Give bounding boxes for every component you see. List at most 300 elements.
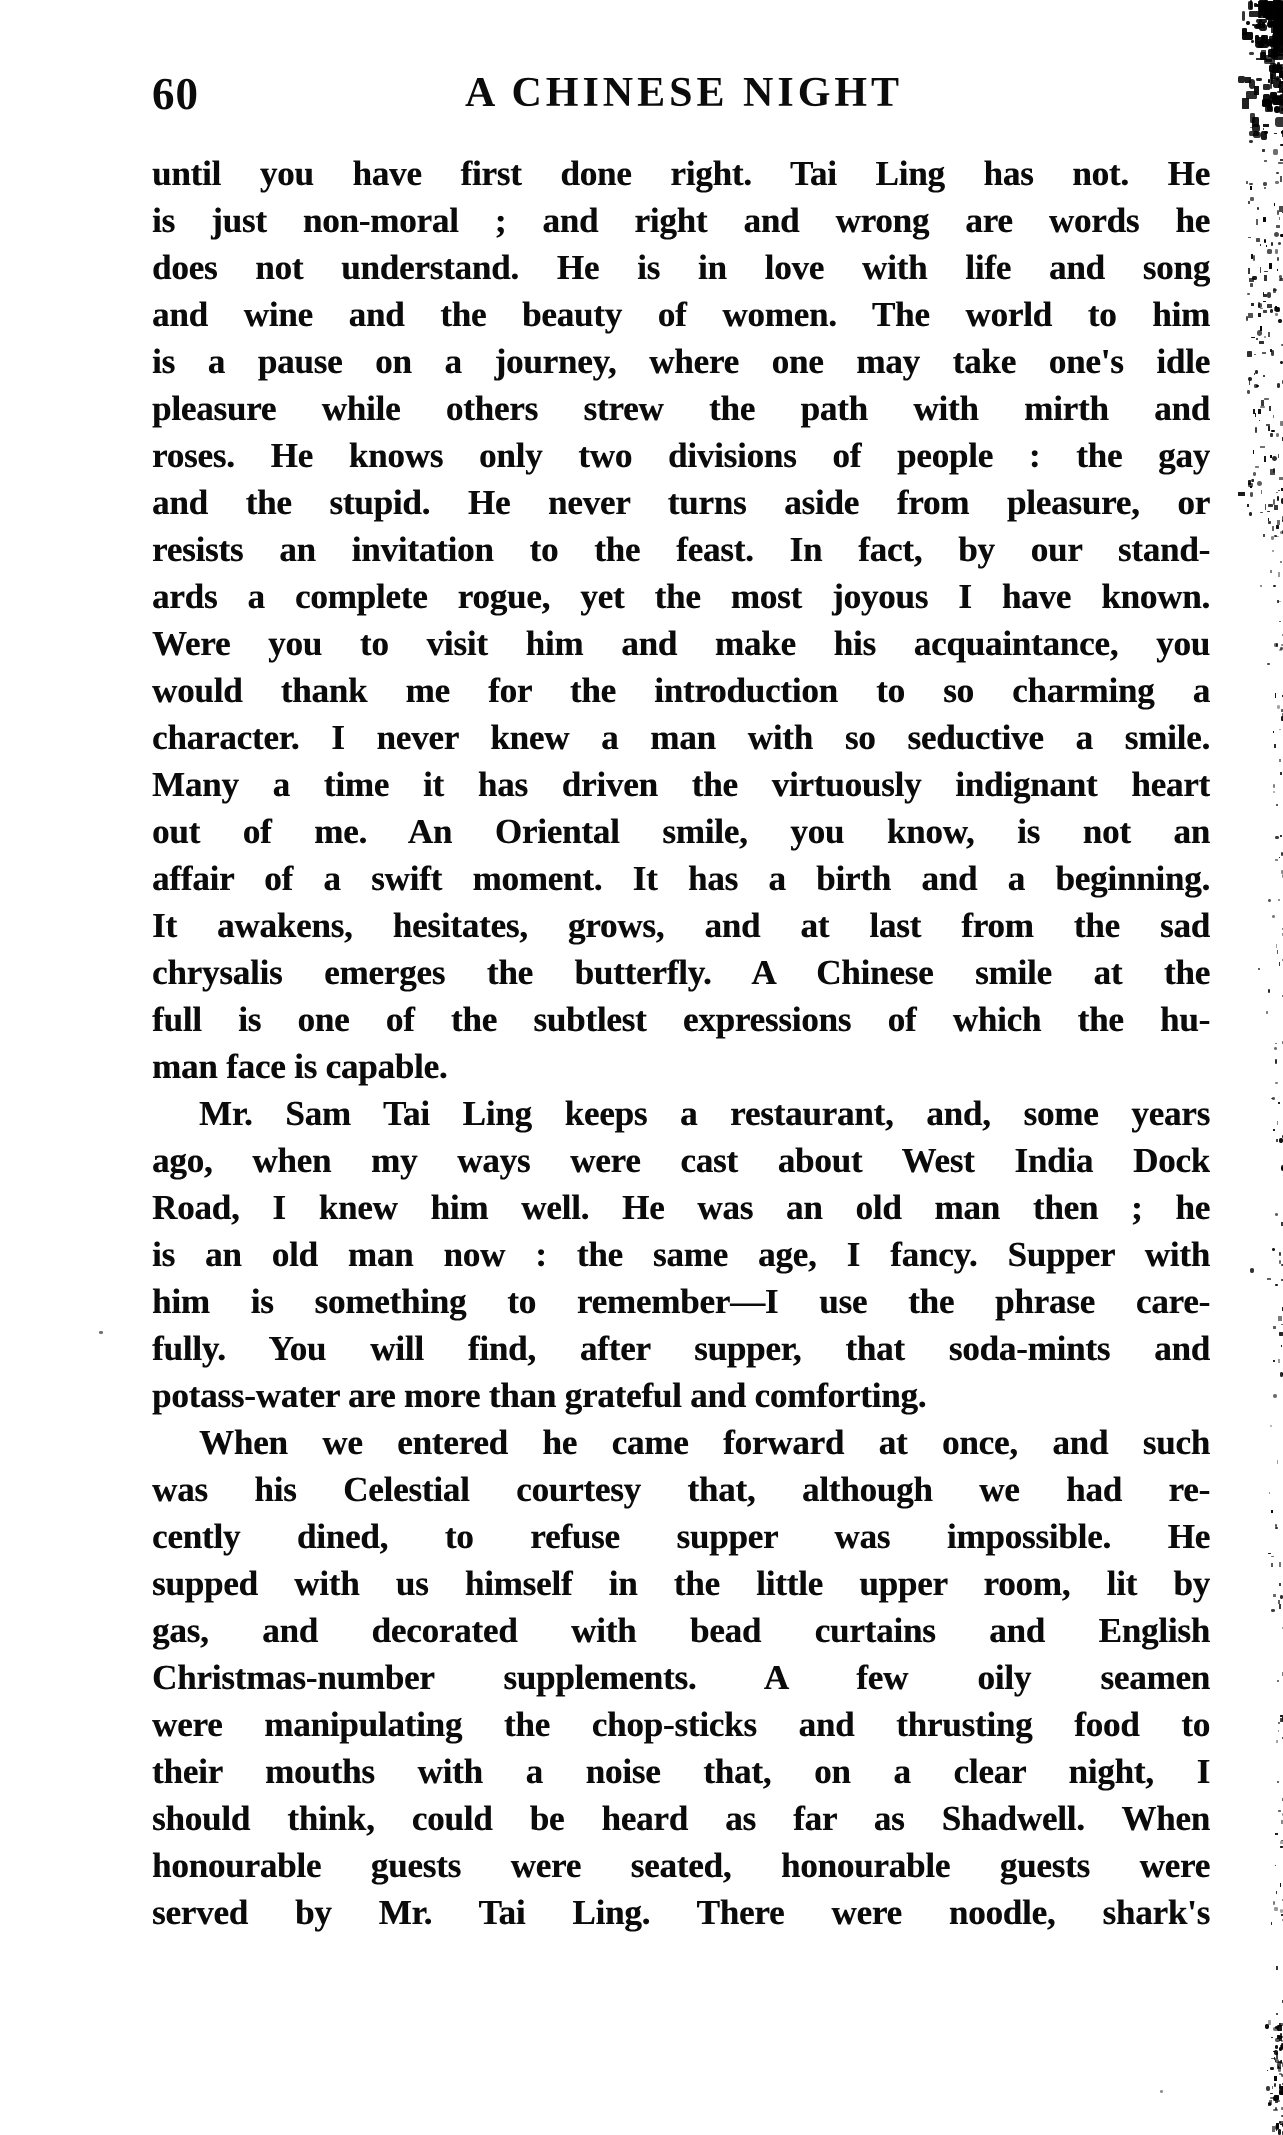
noise-speck: [1270, 469, 1275, 475]
page-number: 60: [152, 72, 199, 117]
noise-speck: [1275, 1524, 1277, 1527]
noise-speck: [1278, 2025, 1281, 2030]
noise-speck: [1278, 1359, 1279, 1363]
noise-speck: [1267, 1, 1277, 9]
noise-speck: [1266, 12, 1270, 20]
noise-speck: [1264, 131, 1268, 134]
noise-speck: [1249, 11, 1259, 17]
text-line: ards a complete rogue, yet the most joyous I have known.: [152, 573, 1210, 620]
noise-speck: [1273, 288, 1276, 293]
noise-speck: [1270, 349, 1272, 352]
noise-speck: [1251, 40, 1254, 43]
noise-speck: [1275, 536, 1278, 537]
text-line: until you have first done right. Tai Ling has not. He: [152, 150, 1210, 197]
text-line: chrysalis emerges the butterfly. A Chinese smile at the: [152, 949, 1210, 996]
noise-speck: [1277, 2064, 1281, 2069]
noise-speck: [1260, 585, 1262, 587]
noise-speck: [1269, 41, 1277, 47]
noise-speck: [1279, 2023, 1283, 2026]
noise-speck: [1279, 67, 1283, 70]
noise-speck: [1252, 124, 1260, 132]
text-line: their mouths with a noise that, on a clear night, I: [152, 1748, 1210, 1795]
noise-speck: [1160, 2090, 1163, 2093]
noise-speck: [1242, 28, 1246, 36]
noise-speck: [1267, 511, 1270, 512]
noise-speck: [1267, 663, 1270, 665]
noise-speck: [1271, 430, 1274, 432]
noise-speck: [1265, 504, 1266, 510]
noise-speck: [1275, 2059, 1279, 2063]
noise-speck: [1256, 338, 1258, 341]
noise-speck: [1273, 1129, 1275, 1131]
noise-speck: [1263, 124, 1269, 127]
text-line: Mr. Sam Tai Ling keeps a restaurant, and, some years: [152, 1090, 1210, 1137]
noise-speck: [1261, 6, 1265, 11]
noise-speck: [1245, 34, 1247, 37]
noise-speck: [1271, 52, 1279, 59]
noise-speck: [1270, 455, 1271, 458]
noise-speck: [1250, 113, 1255, 123]
noise-speck: [1249, 140, 1253, 142]
noise-speck: [1270, 1425, 1272, 1427]
noise-speck: [1274, 12, 1283, 17]
noise-speck: [1273, 0, 1278, 9]
noise-speck: [1255, 413, 1256, 417]
noise-speck: [1272, 33, 1281, 41]
text-line: affair of a swift moment. It has a birth and a beginning.: [152, 855, 1210, 902]
noise-speck: [1270, 433, 1273, 437]
noise-speck: [1251, 303, 1254, 306]
noise-speck: [1268, 521, 1271, 525]
noise-speck: [1250, 486, 1251, 489]
noise-speck: [1263, 375, 1265, 377]
noise-speck: [1279, 5, 1283, 16]
noise-speck: [1269, 1492, 1270, 1495]
noise-speck: [1248, 237, 1251, 238]
noise-speck: [1257, 481, 1261, 486]
noise-speck: [1273, 415, 1274, 417]
noise-speck: [1271, 1556, 1273, 1557]
noise-speck: [1267, 304, 1271, 308]
noise-speck: [1279, 217, 1280, 219]
noise-speck: [1264, 239, 1266, 242]
noise-speck: [1278, 11, 1281, 18]
noise-speck: [1265, 16, 1272, 20]
noise-speck: [1255, 466, 1259, 468]
noise-speck: [1274, 232, 1279, 237]
noise-speck: [1272, 4, 1278, 10]
noise-speck: [1273, 149, 1278, 155]
noise-speck: [1258, 303, 1262, 308]
noise-speck: [1278, 7, 1283, 13]
noise-speck: [1278, 1600, 1280, 1604]
noise-speck: [1277, 1680, 1279, 1682]
noise-speck: [1246, 91, 1257, 99]
noise-speck: [1280, 2124, 1282, 2125]
noise-speck: [1277, 257, 1279, 261]
noise-speck: [1273, 585, 1276, 587]
noise-speck: [1263, 182, 1267, 186]
noise-speck: [1267, 105, 1272, 111]
noise-speck: [1280, 1883, 1282, 1887]
noise-speck: [1275, 2097, 1278, 2103]
noise-speck: [1273, 784, 1276, 787]
noise-speck: [1275, 2107, 1277, 2111]
noise-speck: [1277, 600, 1278, 603]
noise-speck: [1258, 302, 1260, 308]
noise-speck: [1256, 4, 1263, 7]
noise-speck: [1253, 132, 1261, 138]
noise-speck: [1279, 36, 1283, 45]
noise-speck: [1275, 4, 1278, 8]
noise-speck: [1274, 535, 1277, 537]
noise-speck: [1263, 14, 1269, 18]
noise-speck: [1260, 244, 1262, 246]
noise-speck: [1265, 106, 1273, 112]
noise-speck: [1264, 275, 1266, 280]
noise-speck: [1270, 21, 1280, 26]
noise-speck: [1261, 131, 1267, 140]
noise-speck: [1272, 915, 1275, 918]
noise-speck: [1279, 11, 1283, 15]
noise-speck: [1262, 99, 1272, 108]
noise-speck: [1279, 104, 1283, 114]
noise-speck: [1259, 5, 1266, 12]
noise-speck: [1260, 52, 1266, 60]
noise-speck: [1266, 1011, 1268, 1015]
noise-speck: [1276, 0, 1280, 9]
noise-speck: [1273, 6, 1283, 11]
noise-speck: [1277, 10, 1281, 16]
noise-speck: [1261, 50, 1265, 58]
noise-speck: [1280, 361, 1283, 364]
noise-speck: [1269, 4, 1273, 9]
noise-speck: [1279, 8, 1283, 14]
noise-speck: [1278, 2, 1283, 6]
noise-speck: [1274, 2076, 1276, 2082]
noise-speck: [1278, 242, 1281, 245]
noise-speck: [1256, 219, 1258, 224]
noise-speck: [1279, 759, 1281, 762]
noise-speck: [1277, 496, 1280, 500]
noise-speck: [1265, 5, 1275, 15]
noise-speck: [1270, 2093, 1273, 2094]
noise-speck: [1271, 1922, 1273, 1925]
noise-speck: [1270, 309, 1273, 313]
noise-speck: [1279, 15, 1283, 23]
noise-speck: [1279, 621, 1281, 622]
noise-speck: [1259, 40, 1264, 45]
noise-speck: [1270, 2067, 1275, 2069]
text-line: When we entered he came forward at once, and such: [152, 1419, 1210, 1466]
noise-speck: [1278, 0, 1280, 6]
noise-speck: [1256, 78, 1262, 80]
noise-speck: [1271, 45, 1280, 53]
noise-speck: [1257, 207, 1259, 210]
text-line: Road, I knew him well. He was an old man then ; he: [152, 1184, 1210, 1231]
noise-speck: [1279, 1562, 1281, 1567]
noise-speck: [1275, 1213, 1278, 1216]
noise-speck: [1271, 1609, 1275, 1612]
text-line: would thank me for the introduction to so charming a: [152, 667, 1210, 714]
text-line: full is one of the subtlest expressions of which the hu-: [152, 996, 1210, 1043]
noise-speck: [1268, 1, 1278, 8]
noise-speck: [1279, 27, 1283, 38]
noise-speck: [1272, 96, 1283, 105]
noise-speck: [1274, 133, 1278, 135]
noise-speck: [1249, 512, 1252, 516]
noise-speck: [1266, 424, 1270, 426]
noise-speck: [1277, 705, 1279, 710]
noise-speck: [1269, 263, 1272, 269]
noise-speck: [1280, 2060, 1282, 2064]
noise-speck: [1250, 0, 1253, 9]
noise-speck: [1275, 1043, 1277, 1044]
noise-speck: [1275, 34, 1283, 38]
noise-speck: [1278, 490, 1280, 491]
noise-speck: [1273, 1394, 1277, 1399]
noise-speck: [1280, 2033, 1282, 2038]
noise-speck: [1255, 24, 1263, 28]
text-line: honourable guests were seated, honourable guests were: [152, 1842, 1210, 1889]
noise-speck: [1260, 512, 1264, 513]
noise-speck: [1267, 249, 1272, 254]
noise-speck: [1275, 1527, 1278, 1529]
noise-speck: [1280, 647, 1283, 651]
noise-speck: [1258, 313, 1260, 317]
noise-speck: [1260, 267, 1262, 273]
text-line: ago, when my ways were cast about West India Dock: [152, 1137, 1210, 1184]
noise-speck: [1253, 255, 1255, 260]
noise-speck: [1279, 1138, 1282, 1143]
noise-speck: [1278, 84, 1280, 88]
noise-speck: [1276, 944, 1277, 948]
noise-speck: [1281, 1345, 1283, 1347]
noise-speck: [1250, 127, 1253, 129]
text-line: served by Mr. Tai Ling. There were noodle, shark's: [152, 1889, 1210, 1936]
noise-speck: [1249, 380, 1250, 385]
noise-speck: [1259, 341, 1263, 344]
noise-speck: [1254, 384, 1258, 388]
noise-speck: [1259, 0, 1268, 5]
noise-speck: [1279, 206, 1283, 212]
text-line: is an old man now : the same age, I fancy. Supper with: [152, 1231, 1210, 1278]
noise-speck: [1279, 2121, 1281, 2123]
noise-speck: [1275, 1059, 1278, 1064]
noise-speck: [1264, 398, 1269, 400]
noise-speck: [1277, 2100, 1280, 2102]
noise-speck: [1273, 30, 1278, 33]
noise-speck: [1262, 149, 1265, 152]
noise-speck: [1258, 22, 1261, 25]
noise-speck: [1275, 1082, 1278, 1084]
noise-speck: [1263, 94, 1271, 101]
noise-speck: [1279, 1260, 1281, 1264]
noise-speck: [1279, 19, 1283, 25]
noise-speck: [1276, 2013, 1278, 2015]
noise-speck: [1277, 1121, 1279, 1124]
noise-speck: [1274, 203, 1275, 206]
noise-speck: [1267, 292, 1271, 297]
noise-speck: [1273, 2109, 1278, 2110]
noise-speck: [1281, 2060, 1282, 2063]
noise-speck: [1279, 2084, 1281, 2089]
noise-speck: [1245, 77, 1252, 84]
noise-speck: [1251, 479, 1254, 482]
noise-speck: [1274, 106, 1280, 112]
noise-speck: [1271, 2058, 1275, 2059]
text-line: character. I never knew a man with so seductive a smile.: [152, 714, 1210, 761]
text-line: is just non-moral ; and right and wrong are words he: [152, 197, 1210, 244]
noise-speck: [1263, 301, 1267, 303]
noise-speck: [1251, 254, 1254, 258]
noise-speck: [1266, 1, 1270, 8]
noise-speck: [1268, 18, 1272, 29]
noise-speck: [1264, 160, 1267, 163]
noise-speck: [1277, 520, 1280, 525]
noise-speck: [1249, 183, 1253, 185]
noise-speck: [1268, 332, 1270, 337]
noise-speck: [1275, 1865, 1276, 1867]
noise-speck: [1268, 2020, 1271, 2025]
noise-speck: [1257, 37, 1267, 40]
noise-speck: [1276, 433, 1278, 437]
noise-speck: [1279, 1252, 1281, 1256]
noise-speck: [1247, 504, 1249, 507]
noise-speck: [1271, 3, 1282, 6]
noise-speck: [1249, 278, 1253, 282]
noise-speck: [1279, 2091, 1283, 2094]
noise-speck: [1279, 1583, 1280, 1586]
noise-speck: [1271, 242, 1273, 246]
noise-speck: [1278, 2067, 1281, 2072]
noise-speck: [1274, 1907, 1278, 1910]
noise-speck: [1275, 306, 1277, 309]
noise-speck: [1264, 456, 1266, 462]
noise-speck: [1275, 249, 1278, 254]
noise-speck: [1274, 505, 1278, 510]
noise-speck: [1273, 2027, 1278, 2031]
noise-speck: [1251, 337, 1255, 339]
text-line: and the stupid. He never turns aside from pleasure, or: [152, 479, 1210, 526]
noise-speck: [1277, 2035, 1280, 2039]
noise-speck: [1252, 24, 1255, 26]
noise-speck: [1273, 1901, 1275, 1905]
noise-speck: [1272, 1097, 1275, 1101]
noise-speck: [1262, 35, 1266, 45]
text-line: him is something to remember—I use the phrase care-: [152, 1278, 1210, 1325]
noise-speck: [1278, 572, 1280, 577]
noise-speck: [1254, 354, 1256, 355]
noise-speck: [1270, 13, 1273, 18]
noise-speck: [1267, 2070, 1269, 2072]
noise-speck: [1276, 2123, 1280, 2129]
noise-speck: [1270, 2097, 1274, 2099]
noise-speck: [1273, 1594, 1276, 1597]
noise-speck: [1261, 400, 1264, 406]
noise-speck: [1273, 2096, 1276, 2101]
noise-speck: [1280, 1372, 1283, 1377]
noise-speck: [1276, 492, 1279, 494]
noise-speck: [1272, 526, 1274, 531]
noise-speck: [1246, 316, 1248, 321]
noise-speck: [1268, 504, 1273, 507]
noise-speck: [1279, 9, 1281, 16]
noise-speck: [1279, 275, 1283, 279]
noise-speck: [1276, 643, 1279, 647]
noise-speck: [1269, 406, 1271, 411]
noise-speck: [1271, 2037, 1273, 2039]
noise-speck: [1276, 1740, 1277, 1743]
noise-speck: [1260, 326, 1262, 331]
noise-speck: [1272, 1248, 1275, 1252]
noise-speck: [1275, 14, 1282, 16]
noise-speck: [1278, 1316, 1282, 1321]
noise-speck: [1248, 201, 1250, 204]
noise-speck: [1278, 1810, 1281, 1812]
noise-speck: [1276, 525, 1278, 530]
noise-speck: [1276, 76, 1279, 81]
noise-speck: [1248, 1, 1253, 10]
noise-speck: [1258, 409, 1261, 414]
noise-speck: [1279, 71, 1283, 78]
text-line: resists an invitation to the feast. In fact, by our stand-: [152, 526, 1210, 573]
text-line: was his Celestial courtesy that, although we had re-: [152, 1466, 1210, 1513]
noise-speck: [1262, 101, 1272, 106]
noise-speck: [1273, 9, 1277, 12]
text-line: is a pause on a journey, where one may take one's idle: [152, 338, 1210, 385]
noise-speck: [1279, 2073, 1281, 2075]
noise-speck: [1276, 225, 1281, 228]
noise-speck: [1247, 351, 1252, 357]
noise-speck: [1249, 79, 1255, 89]
noise-speck: [1263, 128, 1264, 130]
noise-speck: [1242, 98, 1249, 109]
text-line: out of me. An Oriental smile, you know, is not an: [152, 808, 1210, 855]
noise-speck: [1277, 950, 1278, 954]
noise-speck: [1278, 2061, 1282, 2063]
text-line: fully. You will find, after supper, that soda-mints and: [152, 1325, 1210, 1372]
noise-speck: [1274, 7, 1283, 12]
noise-speck: [1278, 1730, 1279, 1732]
noise-speck: [1280, 772, 1282, 775]
text-line: Were you to visit him and make his acquaintance, you: [152, 620, 1210, 667]
noise-speck: [1276, 1139, 1278, 1142]
noise-speck: [1278, 899, 1280, 901]
noise-speck: [1277, 383, 1280, 388]
noise-speck: [1277, 27, 1280, 37]
noise-speck: [1250, 1268, 1254, 1273]
noise-speck: [1271, 1510, 1273, 1513]
noise-speck: [1281, 1222, 1283, 1226]
noise-speck: [1277, 269, 1278, 271]
noise-speck: [1267, 1278, 1271, 1280]
noise-speck: [1254, 86, 1259, 96]
noise-speck: [1261, 11, 1263, 16]
noise-speck: [1278, 10, 1283, 20]
noise-speck: [1277, 7, 1283, 17]
noise-speck: [1271, 1563, 1273, 1567]
noise-speck: [1269, 36, 1278, 43]
noise-speck: [1273, 289, 1277, 291]
noise-speck: [1278, 454, 1279, 458]
noise-speck: [1273, 2051, 1276, 2052]
noise-speck: [1279, 962, 1281, 966]
noise-speck: [1279, 2121, 1281, 2124]
noise-speck: [1279, 49, 1283, 52]
noise-speck: [1259, 24, 1267, 30]
noise-speck: [1246, 181, 1248, 184]
